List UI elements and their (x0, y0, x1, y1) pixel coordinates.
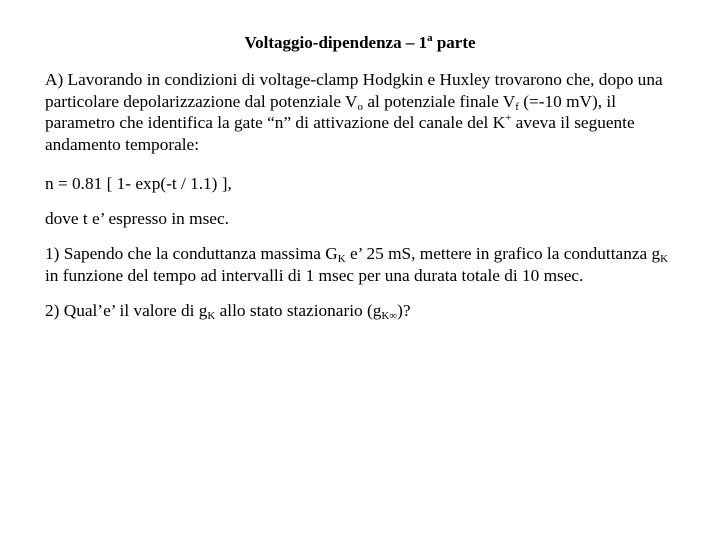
subscript-k: K (207, 310, 216, 322)
part-a-text-2: al potenziale finale V (363, 91, 516, 111)
equation: n = 0.81 [ 1- exp(-t / 1.1) ], (45, 174, 232, 193)
subscript-o: o (357, 100, 363, 113)
question-2-text-1: 2) Qual’e’ il valore di g (45, 301, 208, 320)
question-1 (45, 243, 685, 286)
subscript-k-infinity: K∞ (381, 310, 398, 322)
paragraph-part-a (45, 69, 685, 155)
units-note: dove t e’ espresso in msec. (45, 208, 229, 228)
question-1-text-3: in funzione del tempo ad intervalli di 1 msec per una durata totale di 10 msec. (45, 265, 584, 285)
superscript-plus: + (505, 112, 512, 124)
question-2-text-2: allo stato stazionario (g (215, 301, 382, 320)
question-1-text-2: e’ 25 mS, mettere in grafico la conduttanza g (345, 244, 661, 263)
title-superscript: a (427, 32, 433, 44)
subscript-k: K (337, 253, 346, 265)
title-text: Voltaggio-dipendenza – 1 (244, 33, 428, 52)
part-a-text-1: A) Lavorando in condizioni di voltage-clamp Hodgkin e Huxley trovarono che, dopo una particolare depolarizzazione dal potenziale V (45, 70, 663, 111)
question-2 (45, 300, 685, 322)
subscript-k: K (660, 253, 669, 265)
slide-title (0, 33, 720, 53)
question-2-text-3: )? (397, 301, 411, 320)
title-suffix: parte (432, 33, 476, 52)
question-1-text-1: 1) Sapendo che la conduttanza massima G (45, 244, 338, 263)
slide-body (45, 69, 685, 322)
part-a-text-3: (=-10 mV), il parametro che identifica la gate “n” di attivazione del canale del K (45, 91, 617, 132)
subscript-f: f (515, 100, 519, 113)
part-a-text-4: aveva il seguente andamento temporale: (45, 113, 635, 154)
